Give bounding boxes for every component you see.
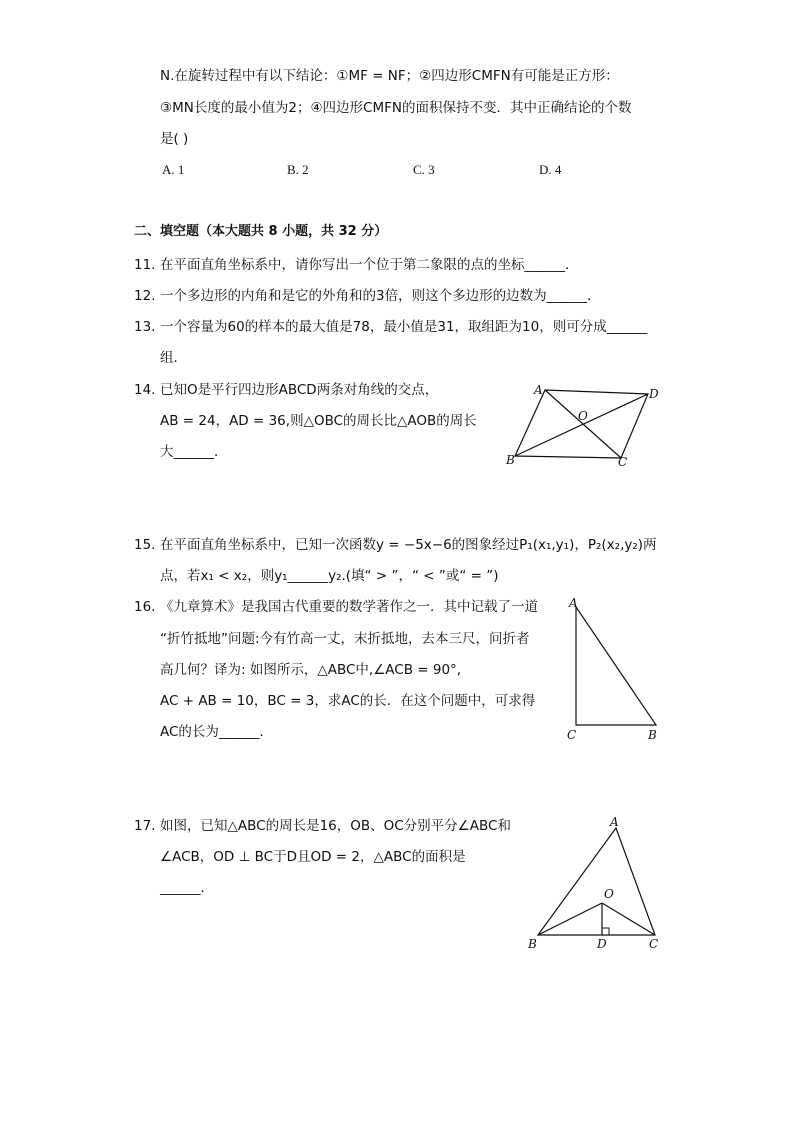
q11-text: 在平面直角坐标系中，请你写出一个位于第二象限的点的坐标______． (160, 257, 579, 273)
q14-number: 14. (134, 382, 156, 398)
q16-line-4: AC + AB = 10，BC = 3，求AC的长．在这个问题中，可求得 (160, 693, 536, 709)
label-c: C (567, 728, 577, 742)
label-o: O (578, 409, 588, 423)
label-b: B (648, 728, 657, 742)
q17-line-2: ∠ACB，OD ⊥ BC于D且OD = 2，△ABC的面积是 (160, 849, 466, 865)
q16-line-1: 《九章算术》是我国古代重要的数学著作之一．其中记载了一道 (160, 599, 538, 615)
label-c: C (618, 455, 628, 469)
q14-line-2: AB = 24，AD = 36,则△OBC的周长比△AOB的周长 (160, 413, 477, 429)
q13-line-2: 组． (160, 350, 187, 366)
q15-number: 15. (134, 537, 156, 553)
label-d: D (597, 937, 607, 951)
right-angle-mark (602, 928, 609, 935)
q16-line-3: 高几何？译为: 如图所示，△ABC中,∠ACB = 90°, (160, 662, 462, 678)
label-a: A (569, 596, 578, 610)
triangle-abc (538, 828, 655, 935)
q16-line-2: “折竹抵地”问题:今有竹高一丈，末折抵地，去本三尺，问折者 (160, 631, 530, 647)
q14-line-1: 已知O是平行四边形ABCD两条对角线的交点， (160, 382, 439, 398)
q17-number: 17. (134, 818, 156, 834)
diagonal-bd (515, 394, 648, 456)
label-b: B (506, 453, 515, 467)
q10-line-2: ③MN长度的最小值为2；④四边形CMFN的面积保持不变．其中正确结论的个数 (160, 100, 632, 116)
label-a: A (534, 383, 543, 397)
q17-line-1: 如图，已知△ABC的周长是16，OB、OC分别平分∠ABC和 (160, 818, 511, 834)
q13-number: 13. (134, 319, 156, 335)
segment-ob (538, 903, 602, 935)
q12-number: 12. (134, 288, 156, 304)
q10-line-3: 是( ) (160, 131, 189, 147)
right-triangle-figure (560, 595, 670, 745)
triangle-bisector-figure (520, 815, 670, 955)
label-b: B (528, 937, 537, 951)
triangle-abc (576, 607, 656, 725)
q17-line-3: ______． (160, 880, 214, 896)
q13-line-1: 一个容量为60的样本的最大值是78，最小值是31，取组距为10，则可分成______ (160, 319, 648, 335)
q15-line-2: 点，若x₁ < x₂，则y₁______y₂.(填“ > ”，“ < ”或“ = ”) (160, 568, 499, 584)
q14-line-3: 大______． (160, 444, 228, 460)
label-d: D (649, 387, 659, 401)
q10-option-a: A. 1 (162, 162, 185, 177)
q10-option-d: D. 4 (539, 162, 562, 177)
segment-oc (602, 903, 655, 935)
label-a: A (610, 815, 619, 829)
parallelogram-abcd (515, 390, 648, 458)
q12-text: 一个多边形的内角和是它的外角和的3倍，则这个多边形的边数为______． (160, 288, 601, 304)
section-title: 二、填空题（本大题共 8 小题，共 32 分） (134, 224, 388, 239)
q10-line-1: N.在旋转过程中有以下结论：①MF = NF；②四边形CMFN有可能是正方形： (160, 68, 619, 84)
q16-line-5: AC的长为______． (160, 724, 273, 740)
q15-line-1: 在平面直角坐标系中，已知一次函数y = −5x−6的图象经过P₁(x₁,y₁)，P₂(x₂,y₂)两 (160, 537, 657, 553)
parallelogram-figure (500, 378, 670, 473)
label-c: C (649, 937, 659, 951)
q10-option-c: C. 3 (413, 162, 435, 177)
label-o: O (604, 887, 614, 901)
q11-number: 11. (134, 257, 156, 273)
q10-option-b: B. 2 (287, 162, 309, 177)
q16-number: 16. (134, 599, 156, 615)
